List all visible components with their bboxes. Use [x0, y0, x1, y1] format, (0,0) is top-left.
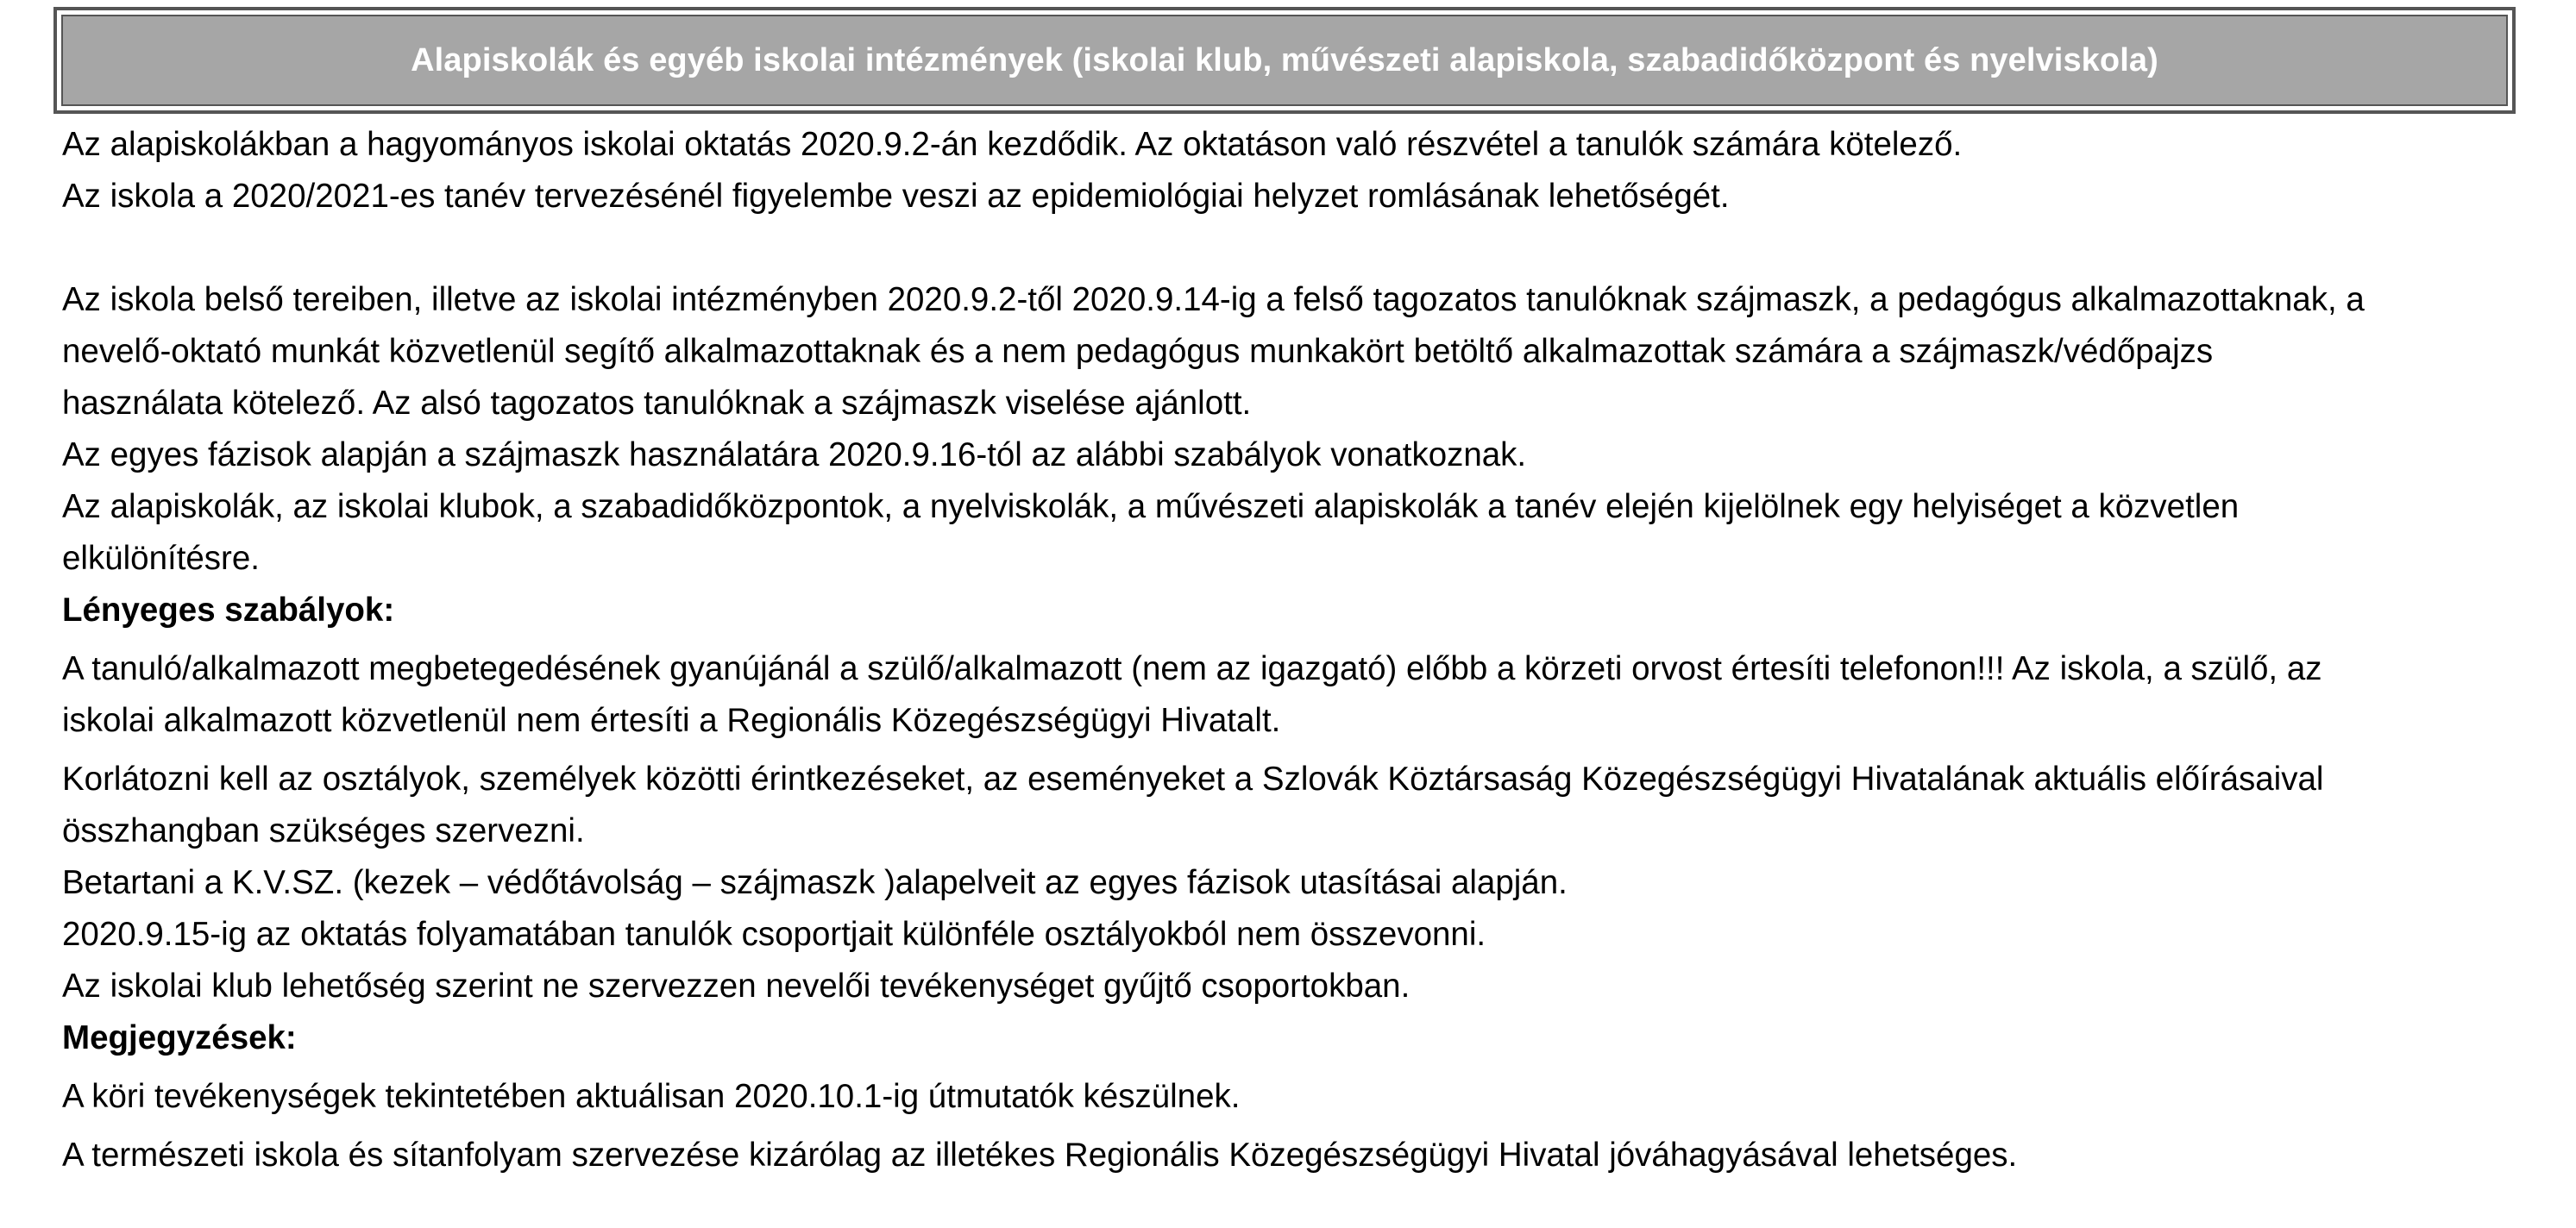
- rules-heading: Lényeges szabályok:: [62, 592, 395, 629]
- rule-1-line-1: A tanuló/alkalmazott megbetegedésének gyanújánál a szülő/alkalmazott (nem az igazgató) előbb a körzeti orvost értesíti telefonon!!! Az iskola, a szülő, az: [62, 650, 2322, 687]
- title-banner: [53, 7, 2516, 114]
- mask-rule-line-1: Az iskola belső tereiben, illetve az iskolai intézményben 2020.9.2-től 2020.9.14-ig a felső tagozatos tanulóknak szájmaszk, a pedagógus alkalmazottaknak, a: [62, 281, 2365, 318]
- isolation-room-line-1: Az alapiskolák, az iskolai klubok, a szabadidőközpontok, a nyelviskolák, a művészeti alapiskolák a tanév elején kijelölnek egy helyiséget a közvetlen: [62, 488, 2240, 525]
- isolation-room-line-2: elkülönítésre.: [62, 540, 260, 577]
- intro-paragraph-2: Az iskola a 2020/2021-es tanév tervezésénél figyelembe veszi az epidemiológiai helyzet romlásának lehetőségét.: [62, 178, 1730, 215]
- mask-rule-line-2: nevelő-oktató munkát közvetlenül segítő alkalmazottaknak és a nem pedagógus munkakört betöltő alkalmazottak számára a szájmaszk/védőpajzs: [62, 333, 2214, 370]
- rule-2-line-1: Korlátozni kell az osztályok, személyek közötti érintkezéseket, az eseményeket a Szlovák Köztársaság Közegészségügyi Hivatalának aktuális előírásaival: [62, 761, 2324, 798]
- rule-4: 2020.9.15-ig az oktatás folyamatában tanulók csoportjait különféle osztályokból nem összevonni.: [62, 916, 1486, 953]
- title-banner-fill: [61, 15, 2508, 106]
- paragraph-gap: [62, 222, 2564, 274]
- document-body: [62, 119, 2564, 1181]
- document-title: Alapiskolák és egyéb iskolai intézmények (iskolai klub, művészeti alapiskola, szabadidőközpont és nyelviskola): [411, 41, 2158, 78]
- mask-rule-line-3: használata kötelező. Az alsó tagozatos tanulóknak a szájmaszk viselése ajánlott.: [62, 385, 1252, 422]
- rule-3: Betartani a K.V.SZ. (kezek – védőtávolság – szájmaszk )alapelveit az egyes fázisok utasításai alapján.: [62, 864, 1568, 901]
- intro-paragraph-1: Az alapiskolákban a hagyományos iskolai oktatás 2020.9.2-án kezdődik. Az oktatáson való részvétel a tanulók számára kötelező.: [62, 126, 1963, 163]
- notes-heading: Megjegyzések:: [62, 1019, 297, 1056]
- note-2: A természeti iskola és sítanfolyam szervezése kizárólag az illetékes Regionális Közegészségügyi Hivatal jóváhagyásával lehetséges.: [62, 1137, 2018, 1174]
- rule-2-line-2: összhangban szükséges szervezni.: [62, 812, 585, 849]
- rule-1-line-2: iskolai alkalmazott közvetlenül nem értesíti a Regionális Közegészségügyi Hivatalt.: [62, 702, 1281, 739]
- phase-rule-paragraph: Az egyes fázisok alapján a szájmaszk használatára 2020.9.16-tól az alábbi szabályok vonatkoznak.: [62, 436, 1527, 473]
- rule-5: Az iskolai klub lehetőség szerint ne szervezzen nevelői tevékenységet gyűjtő csoportokban.: [62, 968, 1411, 1005]
- note-1: A köri tevékenységek tekintetében aktuálisan 2020.10.1-ig útmutatók készülnek.: [62, 1078, 1241, 1115]
